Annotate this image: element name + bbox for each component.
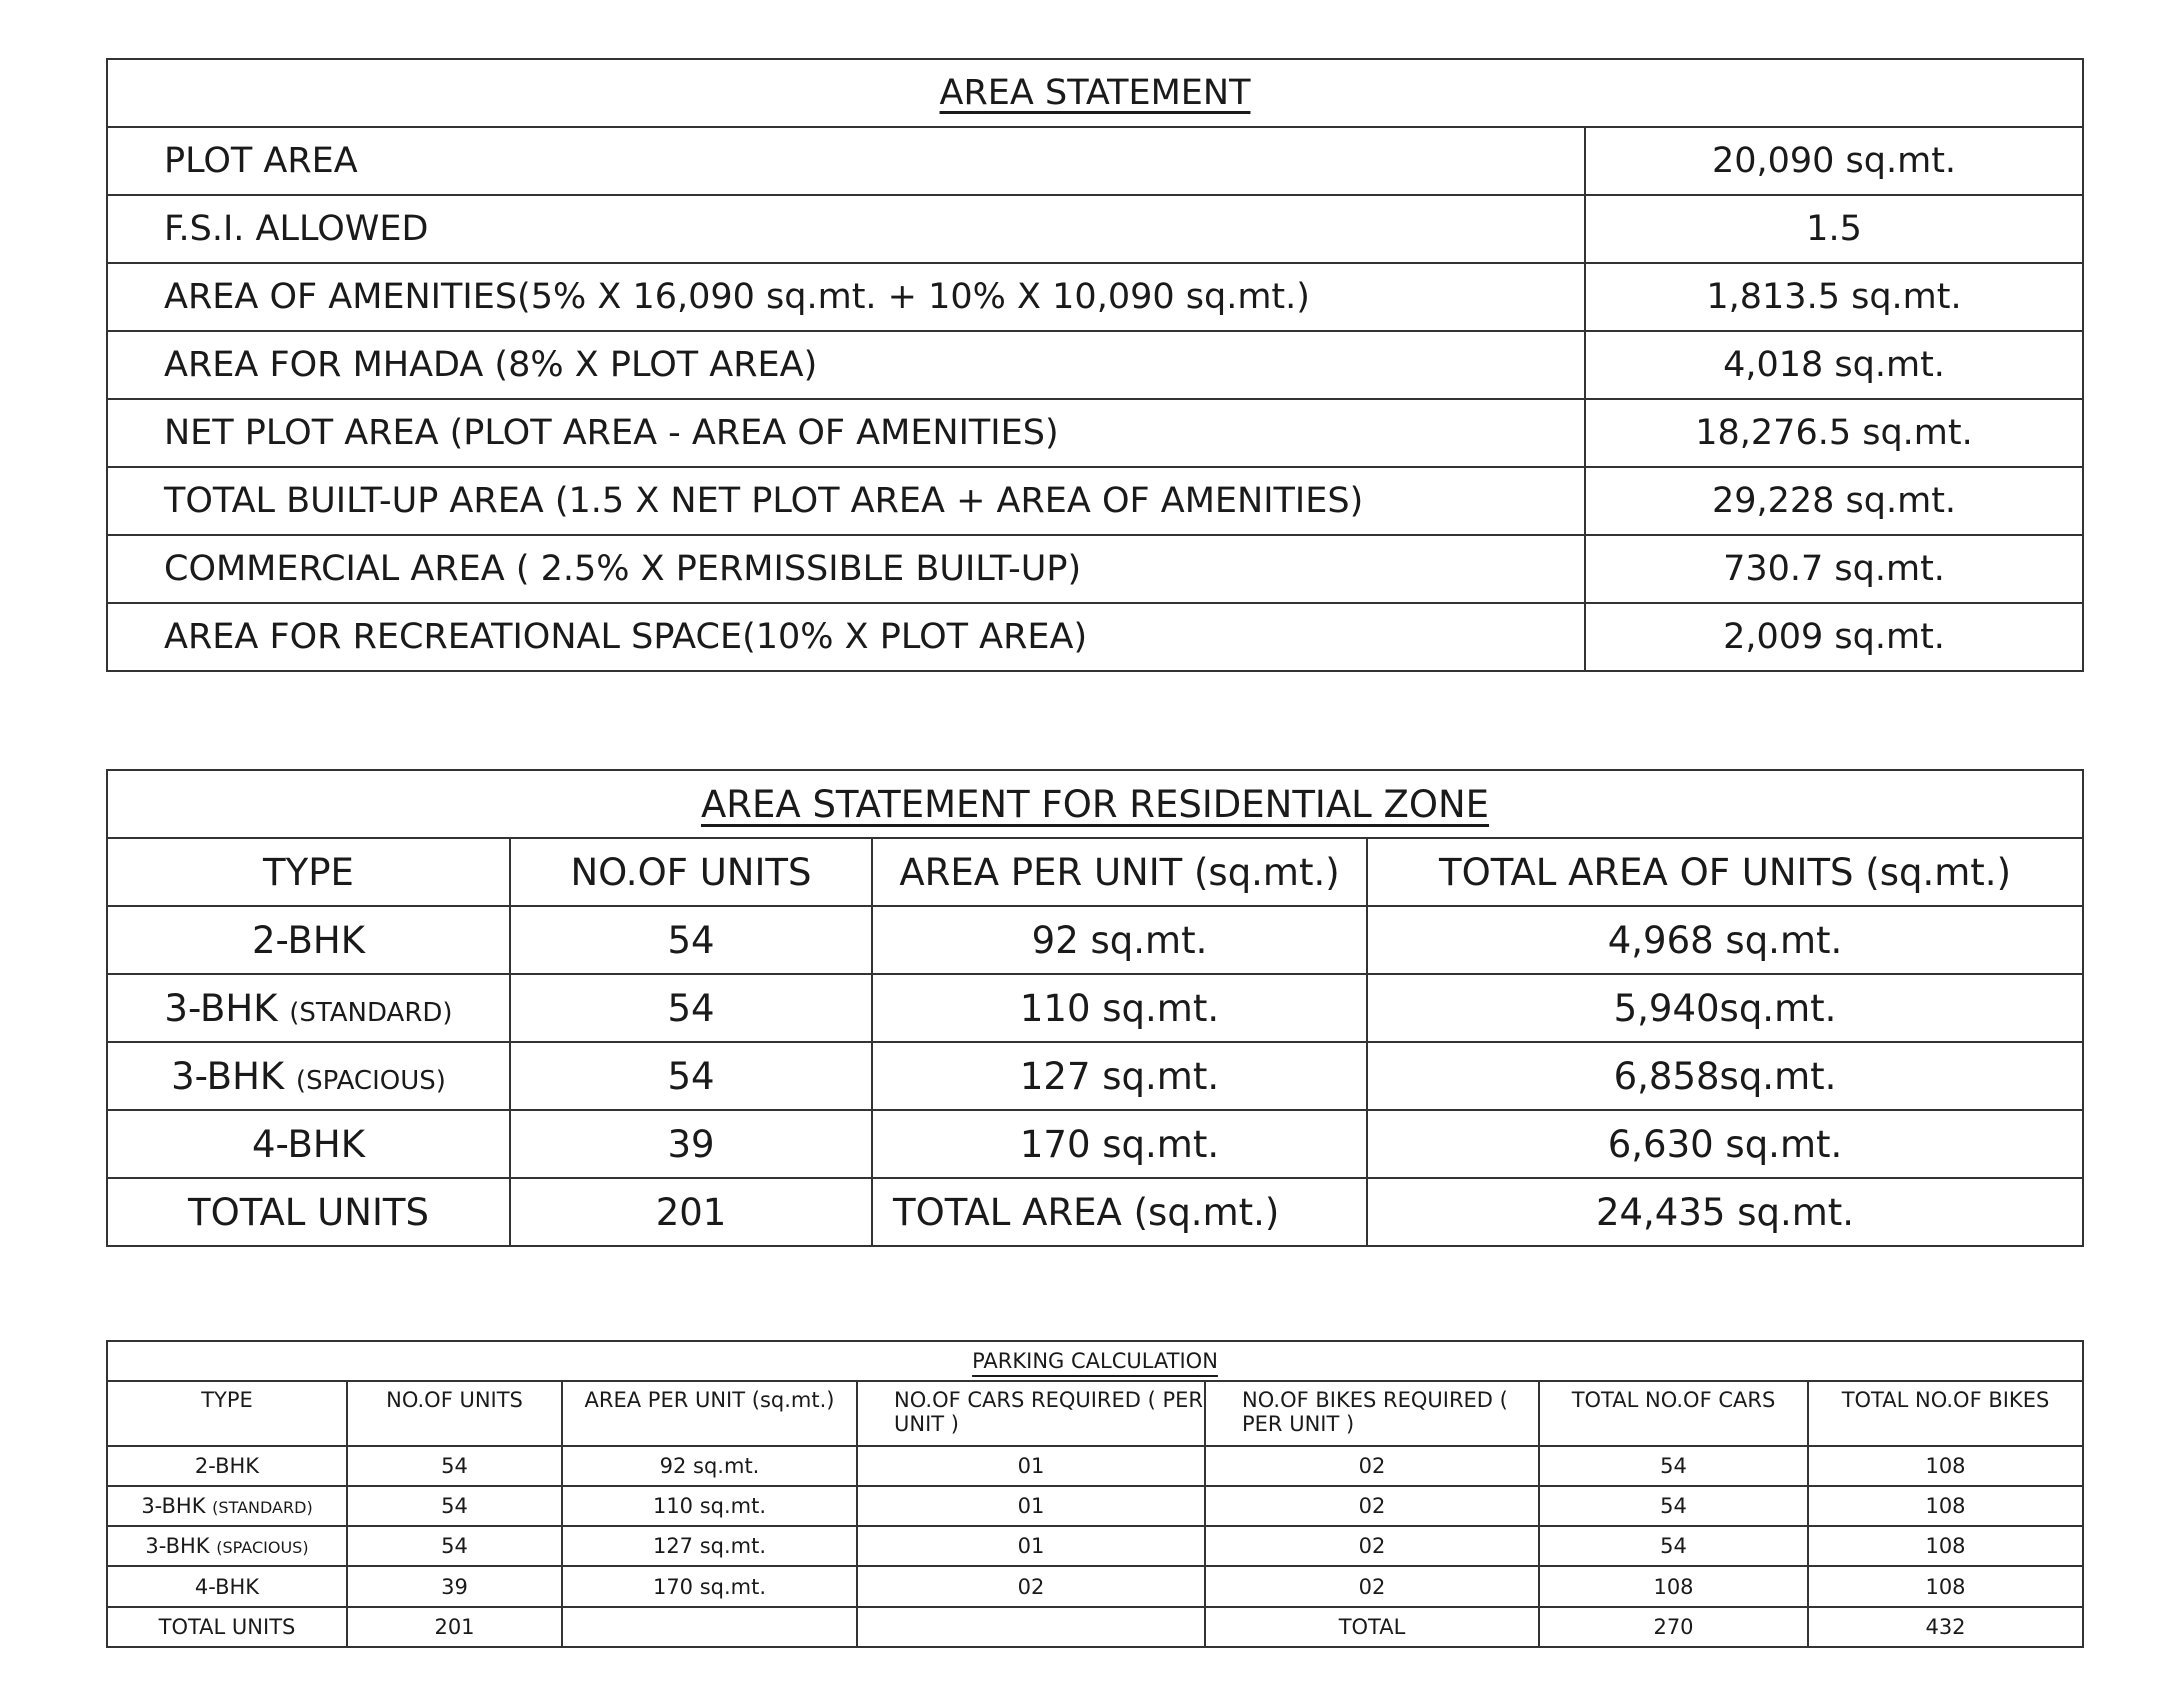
area-per-unit-cell: 170 sq.mt. (562, 1566, 857, 1606)
column-header: NO.OF UNITS (347, 1381, 562, 1445)
column-header: NO.OF CARS REQUIRED ( PER UNIT ) (857, 1381, 1205, 1445)
column-header: TYPE (107, 838, 510, 906)
total-cars-cell: 54 (1539, 1526, 1808, 1566)
parking-title: PARKING CALCULATION (107, 1341, 2083, 1381)
table-row (107, 127, 2083, 195)
area-per-unit-cell: 127 sq.mt. (562, 1526, 857, 1566)
bikes-per-unit-cell: 02 (1205, 1526, 1539, 1566)
column-header: NO.OF BIKES REQUIRED ( PER UNIT ) (1205, 1381, 1539, 1445)
total-units-label: TOTAL UNITS (107, 1178, 510, 1246)
total-area-label: TOTAL AREA (sq.mt.) (872, 1178, 1367, 1246)
area-per-unit-cell: 92 sq.mt. (562, 1446, 857, 1486)
table-row (107, 535, 2083, 603)
total-label: TOTAL (1205, 1607, 1539, 1647)
row-label: AREA OF AMENITIES(5% X 16,090 sq.mt. + 10% X 10,090 sq.mt.) (107, 263, 1585, 331)
table-title-row (107, 770, 2083, 838)
type-subtype: (STANDARD) (289, 997, 453, 1028)
table-row (107, 263, 2083, 331)
total-area-cell: 4,968 sq.mt. (1367, 906, 2083, 974)
row-label: PLOT AREA (107, 127, 1585, 195)
column-header: NO.OF UNITS (510, 838, 872, 906)
table-row (107, 195, 2083, 263)
row-label: AREA FOR RECREATIONAL SPACE(10% X PLOT AREA) (107, 603, 1585, 671)
empty-cell (857, 1607, 1205, 1647)
row-label: AREA FOR MHADA (8% X PLOT AREA) (107, 331, 1585, 399)
table-row (107, 906, 2083, 974)
bikes-per-unit-cell: 02 (1205, 1446, 1539, 1486)
total-units-label: TOTAL UNITS (107, 1607, 347, 1647)
units-cell: 54 (347, 1526, 562, 1566)
total-bikes-cell: 108 (1808, 1566, 2083, 1606)
table-row (107, 974, 2083, 1042)
cars-per-unit-cell: 01 (857, 1486, 1205, 1526)
units-cell: 54 (347, 1446, 562, 1486)
units-cell: 39 (510, 1110, 872, 1178)
total-bikes-cell: 108 (1808, 1486, 2083, 1526)
area-statement-title: AREA STATEMENT (107, 59, 2083, 127)
column-header: TYPE (107, 1381, 347, 1445)
area-per-unit-cell: 127 sq.mt. (872, 1042, 1367, 1110)
column-header: TOTAL AREA OF UNITS (sq.mt.) (1367, 838, 2083, 906)
table-title-row (107, 1341, 2083, 1381)
table-row (107, 1042, 2083, 1110)
units-cell: 54 (510, 974, 872, 1042)
row-label: COMMERCIAL AREA ( 2.5% X PERMISSIBLE BUILT-UP) (107, 535, 1585, 603)
table-row (107, 1110, 2083, 1178)
type-cell: 3-BHK (SPACIOUS) (107, 1526, 347, 1566)
row-value: 1,813.5 sq.mt. (1585, 263, 2083, 331)
row-value: 29,228 sq.mt. (1585, 467, 2083, 535)
table-row (107, 603, 2083, 671)
type-cell: 4-BHK (107, 1110, 510, 1178)
cars-per-unit-cell: 02 (857, 1566, 1205, 1606)
type-cell: 3-BHK (STANDARD) (107, 1486, 347, 1526)
units-cell: 39 (347, 1566, 562, 1606)
empty-cell (562, 1607, 857, 1647)
table-row (107, 331, 2083, 399)
column-header: AREA PER UNIT (sq.mt.) (872, 838, 1367, 906)
type-cell: 2-BHK (107, 906, 510, 974)
row-label: TOTAL BUILT-UP AREA (1.5 X NET PLOT AREA + AREA OF AMENITIES) (107, 467, 1585, 535)
row-label: NET PLOT AREA (PLOT AREA - AREA OF AMENITIES) (107, 399, 1585, 467)
units-cell: 54 (510, 906, 872, 974)
table-row (107, 1446, 2083, 1486)
total-units-value: 201 (347, 1607, 562, 1647)
bikes-per-unit-cell: 02 (1205, 1566, 1539, 1606)
row-label: F.S.I. ALLOWED (107, 195, 1585, 263)
area-per-unit-cell: 92 sq.mt. (872, 906, 1367, 974)
table-total-row (107, 1607, 2083, 1647)
total-bikes-cell: 108 (1808, 1526, 2083, 1566)
row-value: 18,276.5 sq.mt. (1585, 399, 2083, 467)
residential-title: AREA STATEMENT FOR RESIDENTIAL ZONE (107, 770, 2083, 838)
type-cell: 2-BHK (107, 1446, 347, 1486)
type-cell: 4-BHK (107, 1566, 347, 1606)
bikes-per-unit-cell: 02 (1205, 1486, 1539, 1526)
row-value: 4,018 sq.mt. (1585, 331, 2083, 399)
type-cell: 3-BHK (SPACIOUS) (107, 1042, 510, 1110)
type-subtype: (STANDARD) (212, 1498, 313, 1518)
type-subtype: (SPACIOUS) (295, 1065, 446, 1096)
table-row (107, 467, 2083, 535)
cars-per-unit-cell: 01 (857, 1526, 1205, 1566)
table-total-row (107, 1178, 2083, 1246)
area-per-unit-cell: 110 sq.mt. (562, 1486, 857, 1526)
cars-per-unit-cell: 01 (857, 1446, 1205, 1486)
total-area-cell: 5,940sq.mt. (1367, 974, 2083, 1042)
type-cell: 3-BHK (STANDARD) (107, 974, 510, 1042)
total-cars-cell: 54 (1539, 1446, 1808, 1486)
total-cars-value: 270 (1539, 1607, 1808, 1647)
type-subtype: (SPACIOUS) (216, 1538, 309, 1558)
column-header: TOTAL NO.OF CARS (1539, 1381, 1808, 1445)
table-title-row (107, 59, 2083, 127)
total-cars-cell: 108 (1539, 1566, 1808, 1606)
table-row (107, 1526, 2083, 1566)
table-row (107, 1486, 2083, 1526)
residential-zone-table (106, 769, 2084, 1247)
row-value: 2,009 sq.mt. (1585, 603, 2083, 671)
area-per-unit-cell: 110 sq.mt. (872, 974, 1367, 1042)
table-header-row (107, 1381, 2083, 1445)
total-units-value: 201 (510, 1178, 872, 1246)
total-cars-cell: 54 (1539, 1486, 1808, 1526)
units-cell: 54 (347, 1486, 562, 1526)
total-bikes-cell: 108 (1808, 1446, 2083, 1486)
table-header-row (107, 838, 2083, 906)
total-bikes-value: 432 (1808, 1607, 2083, 1647)
row-value: 730.7 sq.mt. (1585, 535, 2083, 603)
area-per-unit-cell: 170 sq.mt. (872, 1110, 1367, 1178)
table-row (107, 1566, 2083, 1606)
column-header: AREA PER UNIT (sq.mt.) (562, 1381, 857, 1445)
units-cell: 54 (510, 1042, 872, 1110)
table-row (107, 399, 2083, 467)
row-value: 20,090 sq.mt. (1585, 127, 2083, 195)
total-area-value: 24,435 sq.mt. (1367, 1178, 2083, 1246)
column-header: TOTAL NO.OF BIKES (1808, 1381, 2083, 1445)
area-statement-table (106, 58, 2084, 672)
total-area-cell: 6,630 sq.mt. (1367, 1110, 2083, 1178)
row-value: 1.5 (1585, 195, 2083, 263)
total-area-cell: 6,858sq.mt. (1367, 1042, 2083, 1110)
parking-calculation-table (106, 1340, 2084, 1648)
